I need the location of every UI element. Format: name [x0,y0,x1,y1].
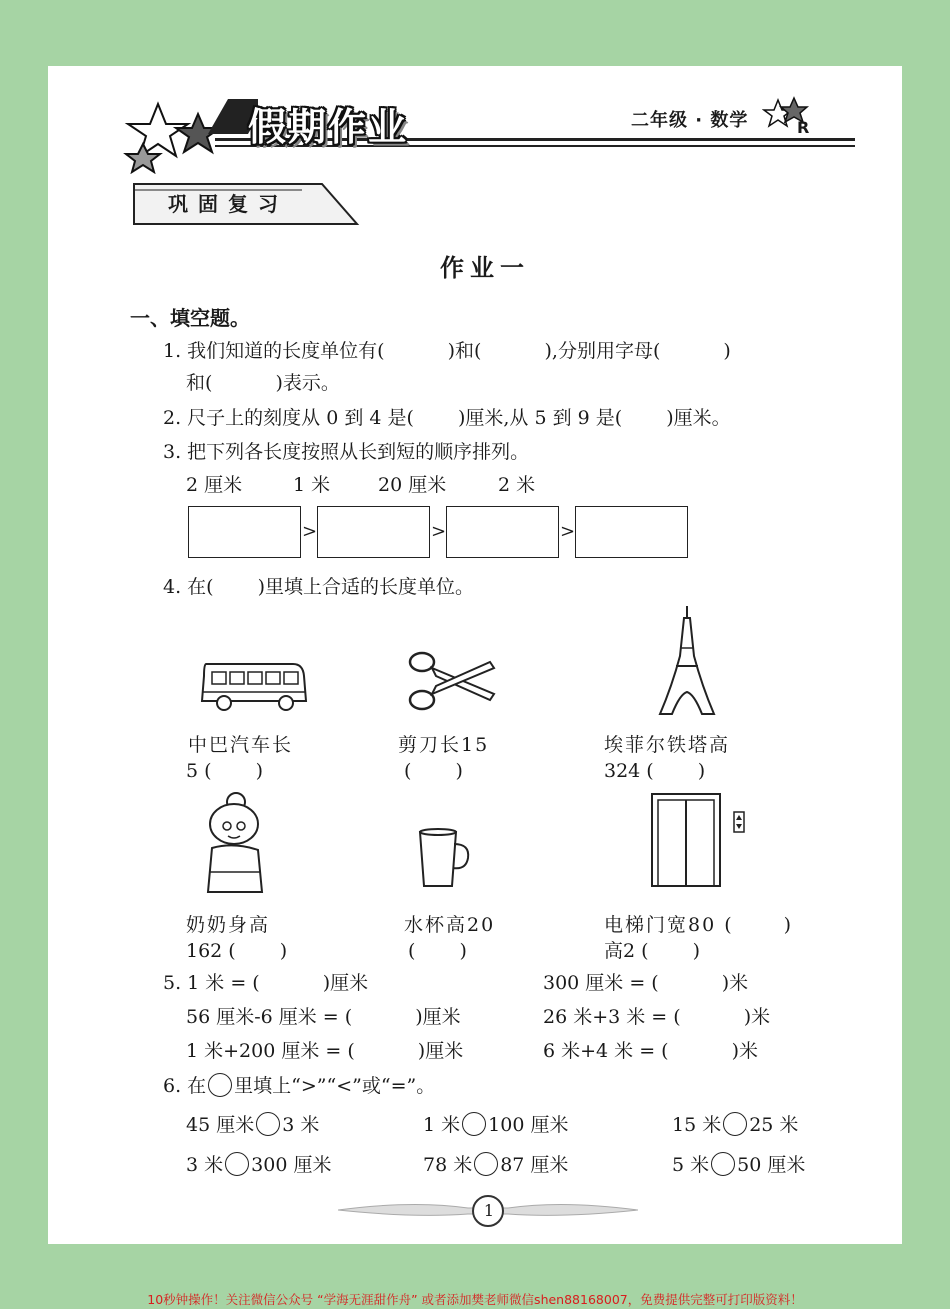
book-title: 假期作业 [248,105,409,149]
q6-item [423,1150,568,1178]
q5-r2b: 26 米+3 米 = ( )米 [543,1006,771,1028]
compare-circle[interactable] [225,1152,249,1176]
page-number: 1 [483,1201,495,1220]
stars-logo [118,94,258,174]
q4-value: ( ) [404,760,463,782]
q6-right: 3 米 [282,1114,320,1136]
q4-label: 剪刀长15 [398,734,490,756]
grade-subject: 二年级 · 数学 [631,110,749,131]
q5-r1b: 300 厘米 = ( )米 [543,972,749,994]
q6-item [672,1110,798,1138]
answer-box[interactable] [446,506,559,558]
compare-circle[interactable] [723,1112,747,1136]
q6-line1 [163,1071,435,1099]
q4-value: ( ) [408,940,467,962]
greater-than-symbol: > [302,521,318,542]
q6-right: 100 厘米 [488,1114,569,1136]
grandma-icon [198,792,272,904]
greater-than-symbol: > [431,521,447,542]
q1-line1: 1. 我们知道的长度单位有( )和( ),分别用字母( ) [163,340,731,362]
compare-circle[interactable] [256,1112,280,1136]
cup-icon [416,828,472,890]
compare-circle-icon [208,1073,232,1097]
q6-suffix: 里填上“>”“<”或“=”。 [234,1075,436,1097]
q4-label: 中巴汽车长 [188,734,294,756]
scissors-icon [406,648,498,714]
q6-right: 50 厘米 [737,1154,806,1176]
q6-item [186,1150,331,1178]
q6-left: 15 米 [672,1114,722,1136]
q3-line1: 3. 把下列各长度按照从长到短的顺序排列。 [163,441,530,463]
compare-circle[interactable] [711,1152,735,1176]
section-tag: 巩固复习 [168,192,288,216]
q4-line1: 4. 在( )里填上合适的长度单位。 [163,576,475,598]
worksheet-page [48,66,902,1244]
homework-title: 作业一 [440,254,530,282]
q3-item: 2 厘米 [186,474,243,496]
q4-label: 电梯门宽80 ( ) [604,914,794,936]
q5-r2a: 56 厘米-6 厘米 = ( )厘米 [186,1006,461,1028]
q3-item: 20 厘米 [378,474,447,496]
q4-label: 水杯高20 [404,914,496,936]
q5-r1a: 5. 1 米 = ( )厘米 [163,972,369,994]
edition-letter: R [797,118,811,137]
q6-left: 45 厘米 [186,1114,255,1136]
q4-value: 324 ( ) [604,760,706,782]
compare-circle[interactable] [474,1152,498,1176]
elevator-door-icon [650,792,750,890]
q6-left: 1 米 [423,1114,461,1136]
q5-r3a: 1 米+200 厘米 = ( )厘米 [186,1040,464,1062]
answer-box[interactable] [317,506,430,558]
answer-box[interactable] [188,506,301,558]
q6-item [672,1150,805,1178]
q6-left: 3 米 [186,1154,224,1176]
answer-box[interactable] [575,506,688,558]
eiffel-tower-icon [658,606,716,716]
bus-icon [198,656,310,716]
q4-value: 5 ( ) [186,760,263,782]
q6-prefix: 6. 在 [163,1075,207,1097]
part1-heading: 一、填空题。 [130,306,250,330]
q3-item: 1 米 [293,474,331,496]
greater-than-symbol: > [560,521,576,542]
q4-label: 奶奶身高 [186,914,271,936]
q6-left: 5 米 [672,1154,710,1176]
q6-right: 87 厘米 [500,1154,569,1176]
q6-item [186,1110,319,1138]
q6-right: 25 米 [749,1114,799,1136]
q3-item: 2 米 [498,474,536,496]
q4-value: 高2 ( ) [604,940,700,962]
q4-label: 埃菲尔铁塔高 [604,734,731,756]
q4-value: 162 ( ) [186,940,288,962]
q6-left: 78 米 [423,1154,473,1176]
q5-r3b: 6 米+4 米 = ( )米 [543,1040,759,1062]
q6-item [423,1110,568,1138]
q2-line1: 2. 尺子上的刻度从 0 到 4 是( )厘米,从 5 到 9 是( )厘米。 [163,407,731,429]
compare-circle[interactable] [462,1112,486,1136]
q6-right: 300 厘米 [251,1154,332,1176]
q1-line2: 和( )表示。 [186,372,340,394]
promo-footer: 10秒钟操作！关注微信公众号 “学海无涯甜作舟” 或者添加樊老师微信shen88168007，免费提供完整可打印版资料！ [147,1292,803,1307]
